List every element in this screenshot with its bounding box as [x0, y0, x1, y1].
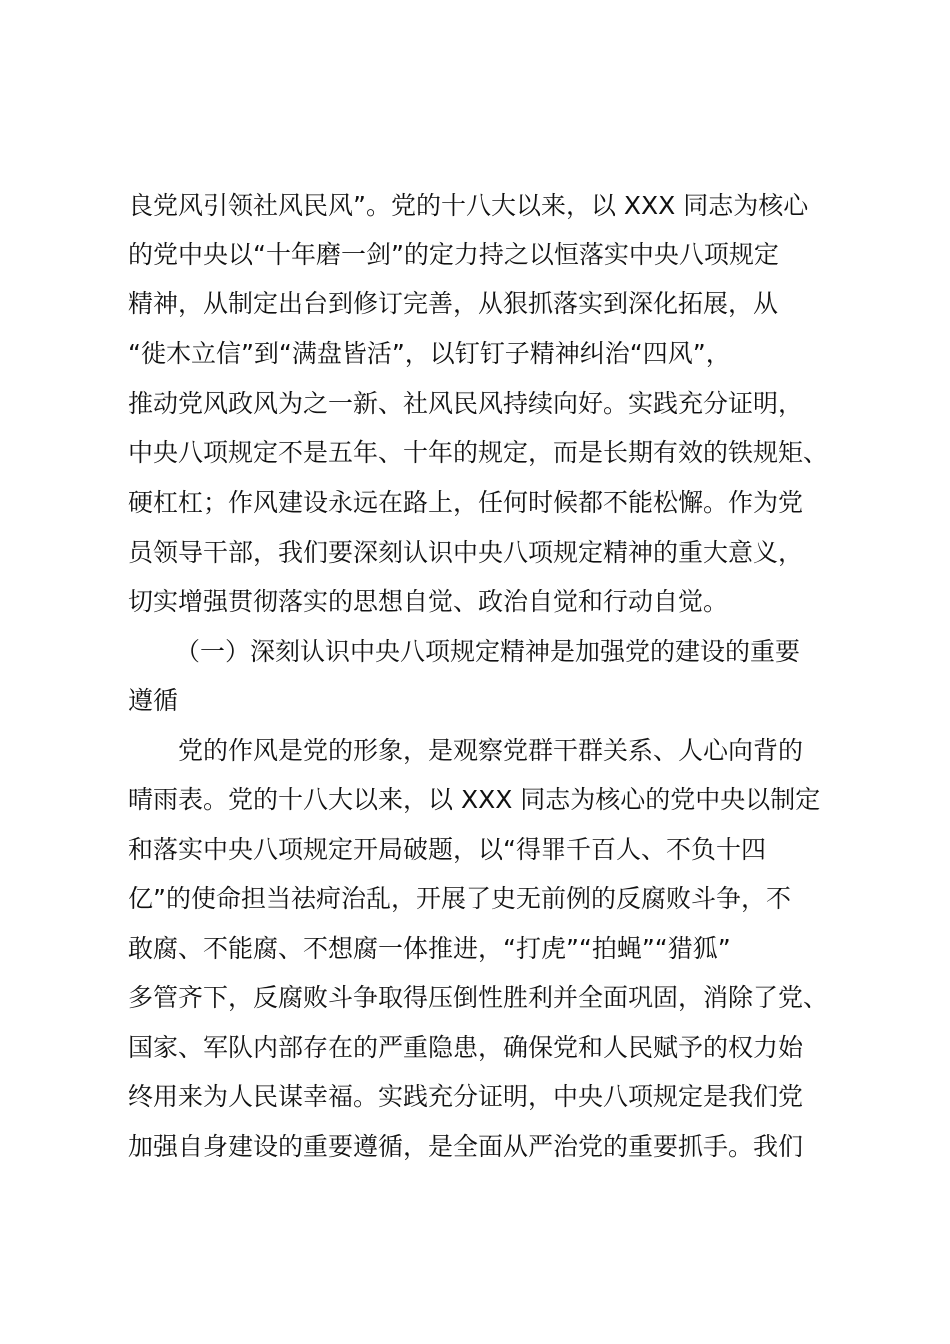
text-line: 切实增强贯彻落实的思想自觉、政治自觉和行动自觉。	[128, 587, 729, 616]
text-line: 亿”的使命担当祛疴治乱，开展了史无前例的反腐败斗争，不	[128, 884, 791, 913]
text-line: “徙木立信”到“满盘皆活”，以钉钉子精神纠治“四风”，	[128, 339, 731, 368]
text-line: 硬杠杠；作风建设永远在路上，任何时候都不能松懈。作为党	[128, 488, 804, 517]
text-line: 良党风引领社风民风”。党的十八大以来，以 XXX 同志为核心	[128, 191, 809, 220]
text-line: 中央八项规定不是五年、十年的规定，而是长期有效的铁规矩、	[128, 438, 829, 467]
text-line: 国家、军队内部存在的严重隐患，确保党和人民赋予的权力始	[128, 1033, 804, 1062]
section-heading-line: 遵循	[128, 686, 179, 715]
text-line: 终用来为人民谋幸福。实践充分证明，中央八项规定是我们党	[128, 1082, 804, 1111]
text-line: 党的作风是党的形象，是观察党群干群关系、人心向背的	[178, 736, 804, 765]
text-line: 员领导干部，我们要深刻认识中央八项规定精神的重大意义，	[128, 538, 804, 567]
text-line: 晴雨表。党的十八大以来，以 XXX 同志为核心的党中央以制定	[128, 785, 821, 814]
text-line: 加强自身建设的重要遵循，是全面从严治党的重要抓手。我们	[128, 1132, 804, 1161]
text-line: 的党中央以“十年磨一剑”的定力持之以恒落实中央八项规定	[128, 240, 779, 269]
text-line: 敢腐、不能腐、不想腐一体推进，“打虎”“拍蝇”“猎狐”	[128, 934, 731, 963]
text-line: 多管齐下，反腐败斗争取得压倒性胜利并全面巩固，消除了党、	[128, 983, 829, 1012]
text-line: 推动党风政风为之一新、社风民风持续向好。实践充分证明，	[128, 389, 804, 418]
text-line: 精神，从制定出台到修订完善，从狠抓落实到深化拓展，从	[128, 289, 779, 318]
section-heading-line: （一）深刻认识中央八项规定精神是加强党的建设的重要	[175, 637, 801, 666]
text-line: 和落实中央八项规定开局破题，以“得罪千百人、不负十四	[128, 835, 766, 864]
